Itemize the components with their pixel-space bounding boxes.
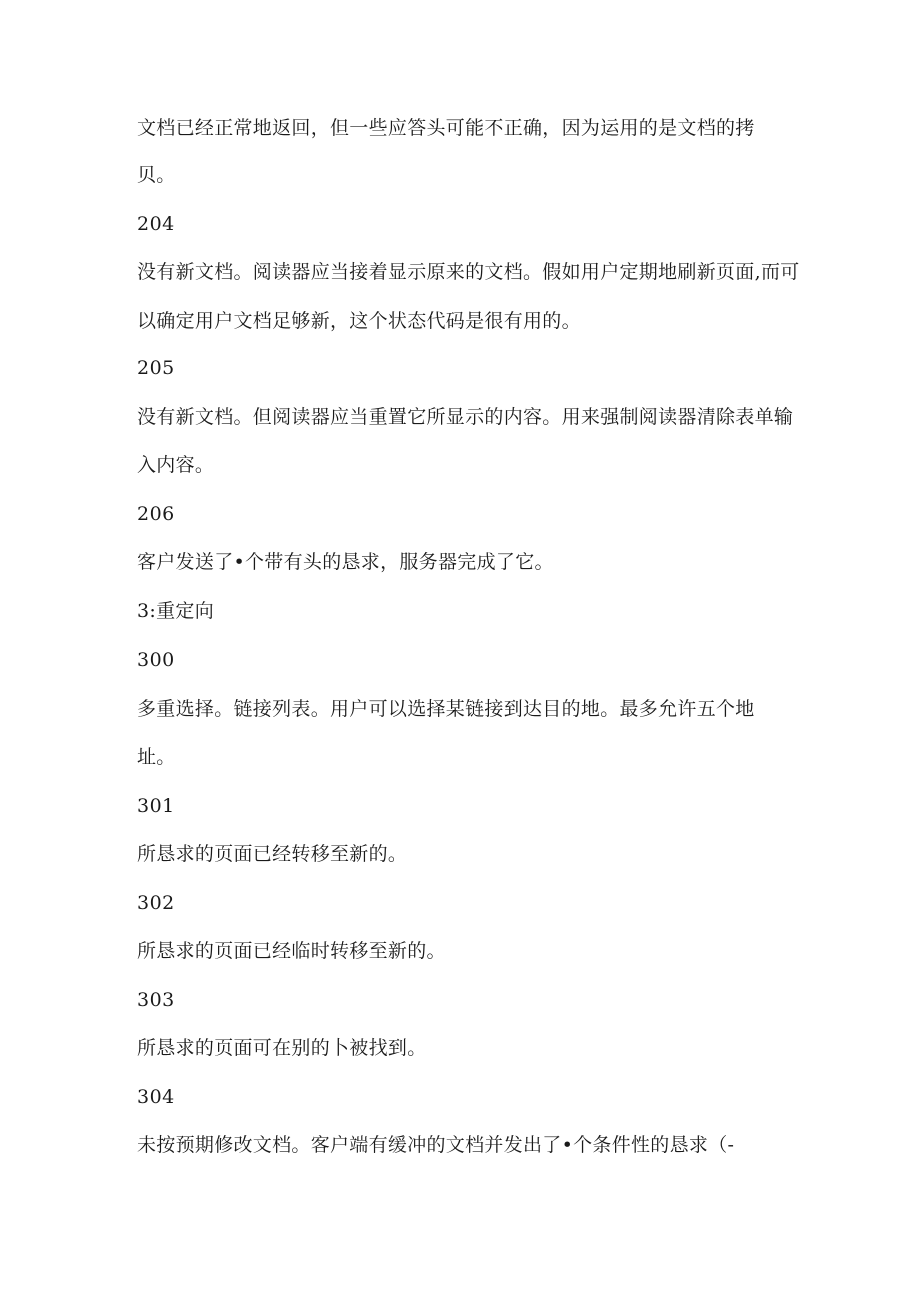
status-code-206: 206 (137, 503, 175, 525)
section-heading: 3:重定向 (137, 600, 214, 622)
paragraph-line: 没有新文档。阅读器应当接着显示原来的文档。假如用户定期地刷新页面,而可 (137, 261, 800, 283)
status-code-205: 205 (137, 357, 175, 379)
status-code-302: 302 (137, 892, 175, 914)
paragraph-line: 址。 (137, 746, 176, 768)
status-code-301: 301 (137, 795, 175, 817)
status-code-204: 204 (137, 213, 175, 235)
paragraph-line: 未按预期修改文档。客户端有缓冲的文档并发出了•个条件性的恳求（- (137, 1134, 735, 1156)
paragraph-line: 贝。 (137, 164, 176, 186)
status-code-304: 304 (137, 1086, 175, 1108)
paragraph-line: 没有新文档。但阅读器应当重置它所显示的内容。用来强制阅读器清除表单输 (137, 406, 794, 428)
paragraph-line: 以确定用户文档足够新，这个状态代码是很有用的。 (137, 310, 581, 332)
paragraph-line: 所恳求的页面可在别的卜被找到。 (137, 1037, 427, 1059)
paragraph-line: 文档已经正常地返回，但一些应答头可能不正确，因为运用的是文档的拷 (137, 117, 755, 139)
paragraph-line: 所恳求的页面已经转移至新的。 (137, 843, 408, 865)
status-code-303: 303 (137, 989, 175, 1011)
paragraph-line: 多重选择。链接列表。用户可以选择某链接到达目的地。最多允许五个地 (137, 698, 755, 720)
status-code-300: 300 (137, 649, 175, 671)
paragraph-line: 所恳求的页面已经临时转移至新的。 (137, 940, 446, 962)
paragraph-line: 客户发送了•个带有头的恳求，服务器完成了它。 (137, 551, 554, 573)
paragraph-line: 入内容。 (137, 454, 215, 476)
